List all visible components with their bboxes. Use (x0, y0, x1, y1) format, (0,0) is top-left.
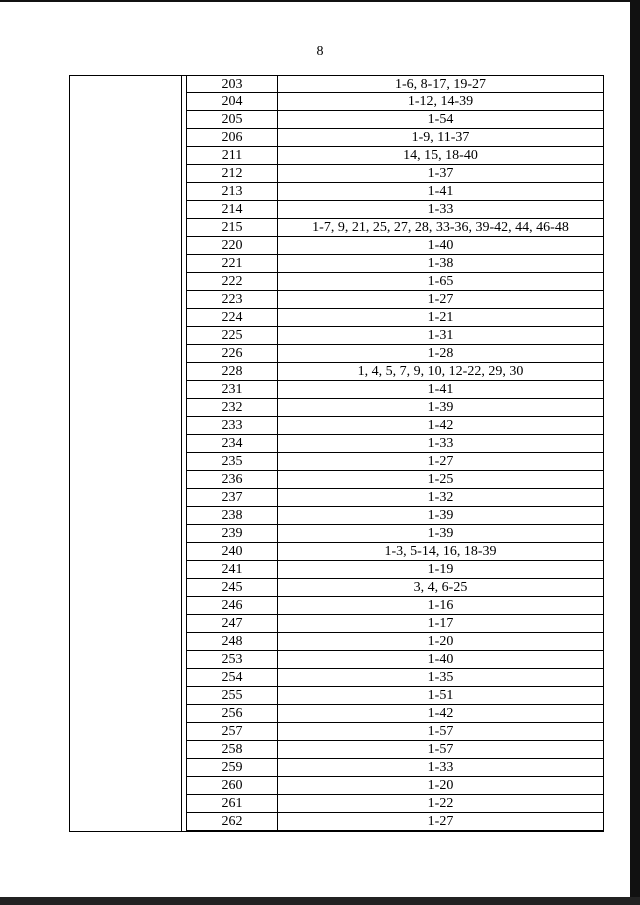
table-row (186, 399, 604, 417)
file-number-cell: 255 (186, 687, 277, 705)
page-ranges-cell: 1-33 (277, 201, 604, 219)
table-row (186, 129, 604, 147)
file-number-cell: 213 (186, 183, 277, 201)
table-row (186, 615, 604, 633)
file-number-cell: 224 (186, 309, 277, 327)
file-number-cell: 204 (186, 93, 277, 111)
file-number-cell: 238 (186, 507, 277, 525)
page-ranges-cell: 1-42 (277, 705, 604, 723)
file-number-cell: 206 (186, 129, 277, 147)
scan-bottom-edge (0, 897, 640, 905)
page-ranges-cell: 1-31 (277, 327, 604, 345)
page-number: 8 (316, 44, 324, 59)
page-ranges-cell: 1-21 (277, 309, 604, 327)
table-row (186, 363, 604, 381)
file-number-cell: 239 (186, 525, 277, 543)
page-ranges-cell: 1-17 (277, 615, 604, 633)
page-ranges-cell: 1-32 (277, 489, 604, 507)
page-ranges-cell: 1-9, 11-37 (277, 129, 604, 147)
table-row (186, 633, 604, 651)
file-number-cell: 225 (186, 327, 277, 345)
table-row (186, 687, 604, 705)
file-number-cell: 226 (186, 345, 277, 363)
page-ranges-cell: 1-28 (277, 345, 604, 363)
file-number-cell: 256 (186, 705, 277, 723)
table-row (186, 525, 604, 543)
file-number-cell: 236 (186, 471, 277, 489)
file-number-cell: 237 (186, 489, 277, 507)
page-ranges-cell: 1-27 (277, 453, 604, 471)
page-ranges-cell: 1-16 (277, 597, 604, 615)
page-ranges-cell: 1-39 (277, 525, 604, 543)
page-ranges-cell: 1-20 (277, 777, 604, 795)
table-row (186, 75, 604, 93)
table-row (186, 669, 604, 687)
table-row (186, 795, 604, 813)
table-row (186, 417, 604, 435)
file-number-cell: 228 (186, 363, 277, 381)
page-ranges-cell: 1-3, 5-14, 16, 18-39 (277, 543, 604, 561)
table-row (186, 741, 604, 759)
page-ranges-cell: 1-6, 8-17, 19-27 (277, 75, 604, 93)
scan-top-edge (0, 0, 640, 2)
file-number-cell: 212 (186, 165, 277, 183)
table-row (186, 111, 604, 129)
file-number-cell: 223 (186, 291, 277, 309)
table-row (186, 273, 604, 291)
file-number-cell: 258 (186, 741, 277, 759)
file-number-cell: 260 (186, 777, 277, 795)
table-row (186, 651, 604, 669)
page-ranges-cell: 1-40 (277, 237, 604, 255)
page-ranges-cell: 1-35 (277, 669, 604, 687)
table-row (186, 579, 604, 597)
table-row (186, 723, 604, 741)
file-number-cell: 241 (186, 561, 277, 579)
page-ranges-cell: 3, 4, 6-25 (277, 579, 604, 597)
table-row (186, 813, 604, 831)
file-number-cell: 203 (186, 75, 277, 93)
file-page-table (186, 75, 604, 831)
table-left-column-divider (181, 75, 182, 832)
table-row (186, 237, 604, 255)
table-row (186, 453, 604, 471)
file-number-cell: 221 (186, 255, 277, 273)
page-ranges-cell: 1-7, 9, 21, 25, 27, 28, 33-36, 39-42, 44, 46-48 (277, 219, 604, 237)
file-number-cell: 254 (186, 669, 277, 687)
page-ranges-cell: 1-22 (277, 795, 604, 813)
table-row (186, 543, 604, 561)
table-row (186, 471, 604, 489)
page-ranges-cell: 1-12, 14-39 (277, 93, 604, 111)
scan-right-edge (630, 0, 640, 905)
table-row (186, 147, 604, 165)
table-row (186, 507, 604, 525)
page-ranges-cell: 1-41 (277, 381, 604, 399)
page-ranges-cell: 1-41 (277, 183, 604, 201)
page-ranges-cell: 1-33 (277, 759, 604, 777)
page-ranges-cell: 1, 4, 5, 7, 9, 10, 12-22, 29, 30 (277, 363, 604, 381)
table-row (186, 255, 604, 273)
page-ranges-cell: 1-39 (277, 507, 604, 525)
table-row (186, 489, 604, 507)
file-number-cell: 257 (186, 723, 277, 741)
table-row (186, 93, 604, 111)
file-number-cell: 220 (186, 237, 277, 255)
table-row (186, 165, 604, 183)
file-number-cell: 232 (186, 399, 277, 417)
page-ranges-cell: 1-57 (277, 723, 604, 741)
table-row (186, 759, 604, 777)
table-row (186, 345, 604, 363)
page-ranges-cell: 14, 15, 18-40 (277, 147, 604, 165)
page-ranges-cell: 1-37 (277, 165, 604, 183)
file-number-cell: 262 (186, 813, 277, 831)
file-number-cell: 253 (186, 651, 277, 669)
table-row (186, 201, 604, 219)
file-number-cell: 235 (186, 453, 277, 471)
file-number-cell: 233 (186, 417, 277, 435)
page-ranges-cell: 1-27 (277, 813, 604, 831)
file-number-cell: 247 (186, 615, 277, 633)
page-ranges-cell: 1-27 (277, 291, 604, 309)
page-ranges-cell: 1-33 (277, 435, 604, 453)
table-row (186, 597, 604, 615)
page-ranges-cell: 1-57 (277, 741, 604, 759)
file-number-cell: 215 (186, 219, 277, 237)
table-row (186, 309, 604, 327)
file-number-cell: 234 (186, 435, 277, 453)
file-number-cell: 211 (186, 147, 277, 165)
table-row (186, 705, 604, 723)
table-row (186, 183, 604, 201)
page-ranges-cell: 1-38 (277, 255, 604, 273)
page-ranges-cell: 1-19 (277, 561, 604, 579)
file-number-cell: 240 (186, 543, 277, 561)
table-row (186, 291, 604, 309)
page-ranges-cell: 1-25 (277, 471, 604, 489)
file-number-cell: 205 (186, 111, 277, 129)
file-number-cell: 231 (186, 381, 277, 399)
page-ranges-cell: 1-39 (277, 399, 604, 417)
table-row (186, 327, 604, 345)
file-number-cell: 245 (186, 579, 277, 597)
page-ranges-cell: 1-65 (277, 273, 604, 291)
table-row (186, 435, 604, 453)
page-ranges-cell: 1-51 (277, 687, 604, 705)
file-number-cell: 246 (186, 597, 277, 615)
page-ranges-cell: 1-20 (277, 633, 604, 651)
table-row (186, 381, 604, 399)
file-number-cell: 214 (186, 201, 277, 219)
table-row (186, 219, 604, 237)
file-number-cell: 261 (186, 795, 277, 813)
table-row (186, 777, 604, 795)
page-ranges-cell: 1-54 (277, 111, 604, 129)
page-ranges-cell: 1-40 (277, 651, 604, 669)
file-number-cell: 222 (186, 273, 277, 291)
table-row (186, 561, 604, 579)
file-number-cell: 248 (186, 633, 277, 651)
page-ranges-cell: 1-42 (277, 417, 604, 435)
file-number-cell: 259 (186, 759, 277, 777)
